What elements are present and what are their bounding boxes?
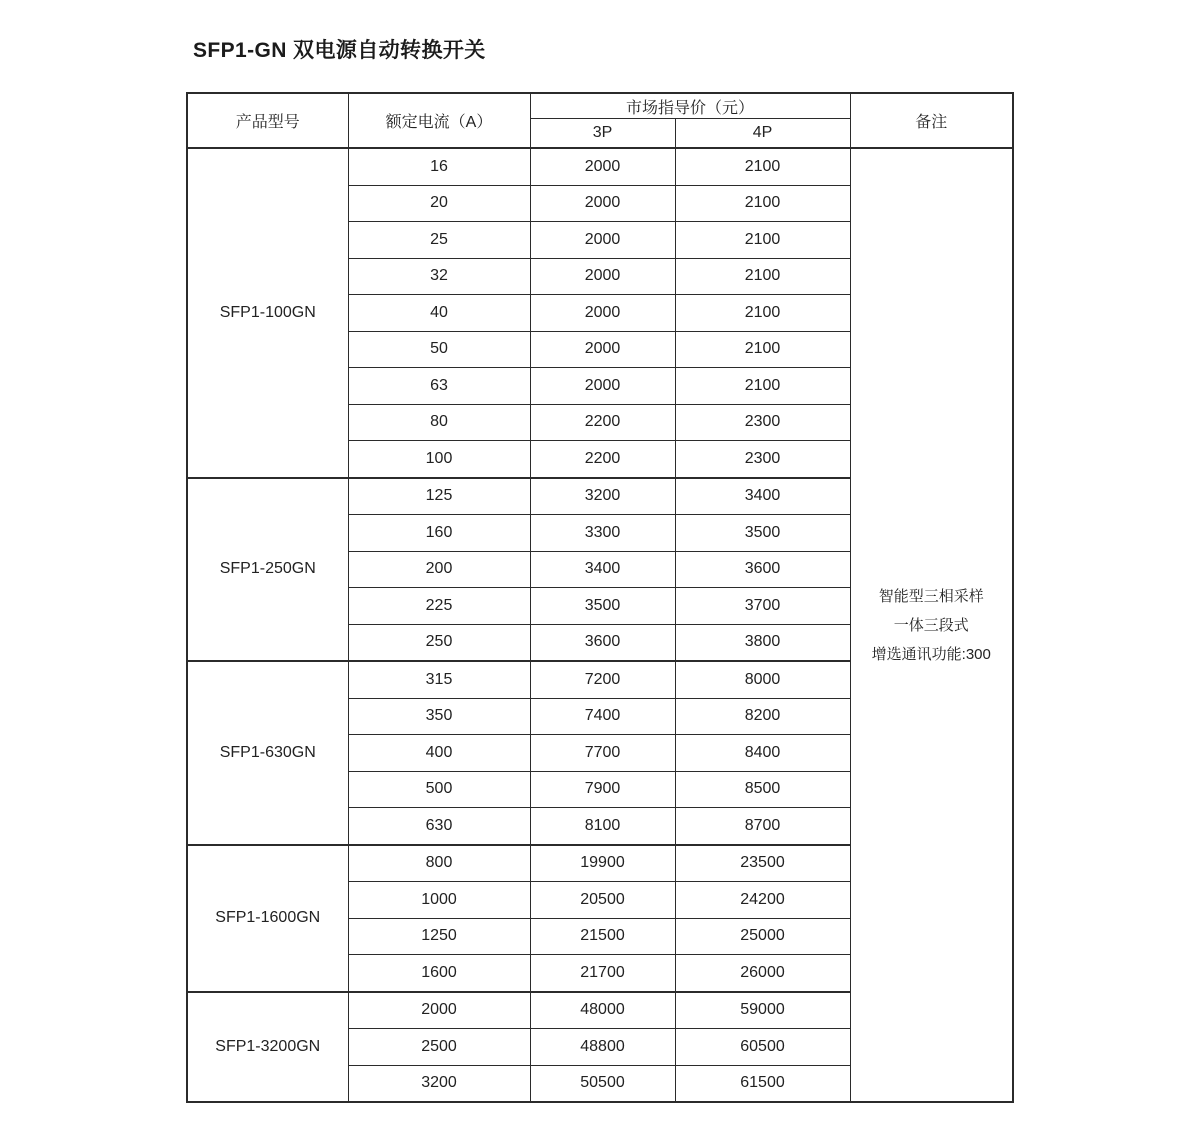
price-4p-cell: 3600 — [675, 551, 850, 588]
product-model-cell: SFP1-100GN — [187, 148, 348, 478]
price-3p-cell: 8100 — [530, 808, 675, 845]
price-3p-cell: 2000 — [530, 148, 675, 185]
price-3p-cell: 48800 — [530, 1029, 675, 1066]
remark-line: 增选通讯功能:300 — [871, 645, 991, 663]
remark-line: 一体三段式 — [893, 616, 969, 634]
rated-current-cell: 16 — [348, 148, 530, 185]
remark-line: 智能型三相采样 — [878, 587, 984, 605]
rated-current-cell: 40 — [348, 295, 530, 332]
product-model-cell: SFP1-1600GN — [187, 845, 348, 992]
price-4p-cell: 8200 — [675, 698, 850, 735]
price-3p-cell: 2200 — [530, 404, 675, 441]
price-4p-cell: 3700 — [675, 588, 850, 625]
header-market-price: 市场指导价（元） — [530, 93, 850, 119]
price-4p-cell: 60500 — [675, 1029, 850, 1066]
price-3p-cell: 20500 — [530, 882, 675, 919]
price-table — [186, 92, 1014, 1103]
price-3p-cell: 2000 — [530, 258, 675, 295]
price-4p-cell: 25000 — [675, 918, 850, 955]
price-4p-cell: 59000 — [675, 992, 850, 1029]
rated-current-cell: 160 — [348, 515, 530, 552]
price-3p-cell: 21700 — [530, 955, 675, 992]
price-4p-cell: 3400 — [675, 478, 850, 515]
price-4p-cell: 2100 — [675, 222, 850, 259]
price-3p-cell: 3500 — [530, 588, 675, 625]
price-4p-cell: 2100 — [675, 148, 850, 185]
rated-current-cell: 350 — [348, 698, 530, 735]
rated-current-cell: 225 — [348, 588, 530, 625]
price-3p-cell: 3400 — [530, 551, 675, 588]
rated-current-cell: 1000 — [348, 882, 530, 919]
table-row — [187, 148, 1013, 185]
product-model-cell: SFP1-3200GN — [187, 992, 348, 1103]
remark-cell — [850, 148, 1013, 1102]
rated-current-cell: 1600 — [348, 955, 530, 992]
rated-current-cell: 20 — [348, 185, 530, 222]
rated-current-cell: 25 — [348, 222, 530, 259]
page-title: SFP1-GN 双电源自动转换开关 — [193, 39, 486, 62]
price-3p-cell: 3200 — [530, 478, 675, 515]
price-3p-cell: 21500 — [530, 918, 675, 955]
rated-current-cell: 32 — [348, 258, 530, 295]
price-4p-cell: 24200 — [675, 882, 850, 919]
rated-current-cell: 800 — [348, 845, 530, 882]
price-3p-cell: 7400 — [530, 698, 675, 735]
rated-current-cell: 630 — [348, 808, 530, 845]
price-4p-cell: 3500 — [675, 515, 850, 552]
price-3p-cell: 2200 — [530, 441, 675, 478]
price-3p-cell: 2000 — [530, 295, 675, 332]
price-3p-cell: 50500 — [530, 1065, 675, 1102]
price-4p-cell: 3800 — [675, 624, 850, 661]
rated-current-cell: 2500 — [348, 1029, 530, 1066]
price-3p-cell: 48000 — [530, 992, 675, 1029]
rated-current-cell: 50 — [348, 331, 530, 368]
price-4p-cell: 2100 — [675, 295, 850, 332]
rated-current-cell: 400 — [348, 735, 530, 772]
header-3p: 3P — [530, 119, 675, 149]
price-4p-cell: 2100 — [675, 258, 850, 295]
price-4p-cell: 8000 — [675, 661, 850, 698]
header-4p: 4P — [675, 119, 850, 149]
price-3p-cell: 3300 — [530, 515, 675, 552]
price-4p-cell: 8400 — [675, 735, 850, 772]
rated-current-cell: 200 — [348, 551, 530, 588]
price-3p-cell: 7200 — [530, 661, 675, 698]
rated-current-cell: 125 — [348, 478, 530, 515]
rated-current-cell: 2000 — [348, 992, 530, 1029]
price-3p-cell: 2000 — [530, 331, 675, 368]
rated-current-cell: 250 — [348, 624, 530, 661]
price-3p-cell: 2000 — [530, 185, 675, 222]
header-product-model: 产品型号 — [187, 93, 348, 148]
price-3p-cell: 3600 — [530, 624, 675, 661]
price-4p-cell: 8700 — [675, 808, 850, 845]
price-4p-cell: 2100 — [675, 185, 850, 222]
price-4p-cell: 2100 — [675, 331, 850, 368]
price-4p-cell: 2100 — [675, 368, 850, 405]
price-4p-cell: 61500 — [675, 1065, 850, 1102]
rated-current-cell: 1250 — [348, 918, 530, 955]
price-4p-cell: 8500 — [675, 771, 850, 808]
price-4p-cell: 23500 — [675, 845, 850, 882]
rated-current-cell: 500 — [348, 771, 530, 808]
product-model-cell: SFP1-630GN — [187, 661, 348, 845]
rated-current-cell: 3200 — [348, 1065, 530, 1102]
price-3p-cell: 2000 — [530, 368, 675, 405]
rated-current-cell: 63 — [348, 368, 530, 405]
price-3p-cell: 7700 — [530, 735, 675, 772]
header-remark: 备注 — [850, 93, 1013, 148]
rated-current-cell: 100 — [348, 441, 530, 478]
price-3p-cell: 2000 — [530, 222, 675, 259]
price-3p-cell: 7900 — [530, 771, 675, 808]
price-4p-cell: 2300 — [675, 404, 850, 441]
rated-current-cell: 80 — [348, 404, 530, 441]
rated-current-cell: 315 — [348, 661, 530, 698]
price-4p-cell: 2300 — [675, 441, 850, 478]
price-3p-cell: 19900 — [530, 845, 675, 882]
product-model-cell: SFP1-250GN — [187, 478, 348, 662]
header-rated-current: 额定电流（A） — [348, 93, 530, 148]
price-4p-cell: 26000 — [675, 955, 850, 992]
